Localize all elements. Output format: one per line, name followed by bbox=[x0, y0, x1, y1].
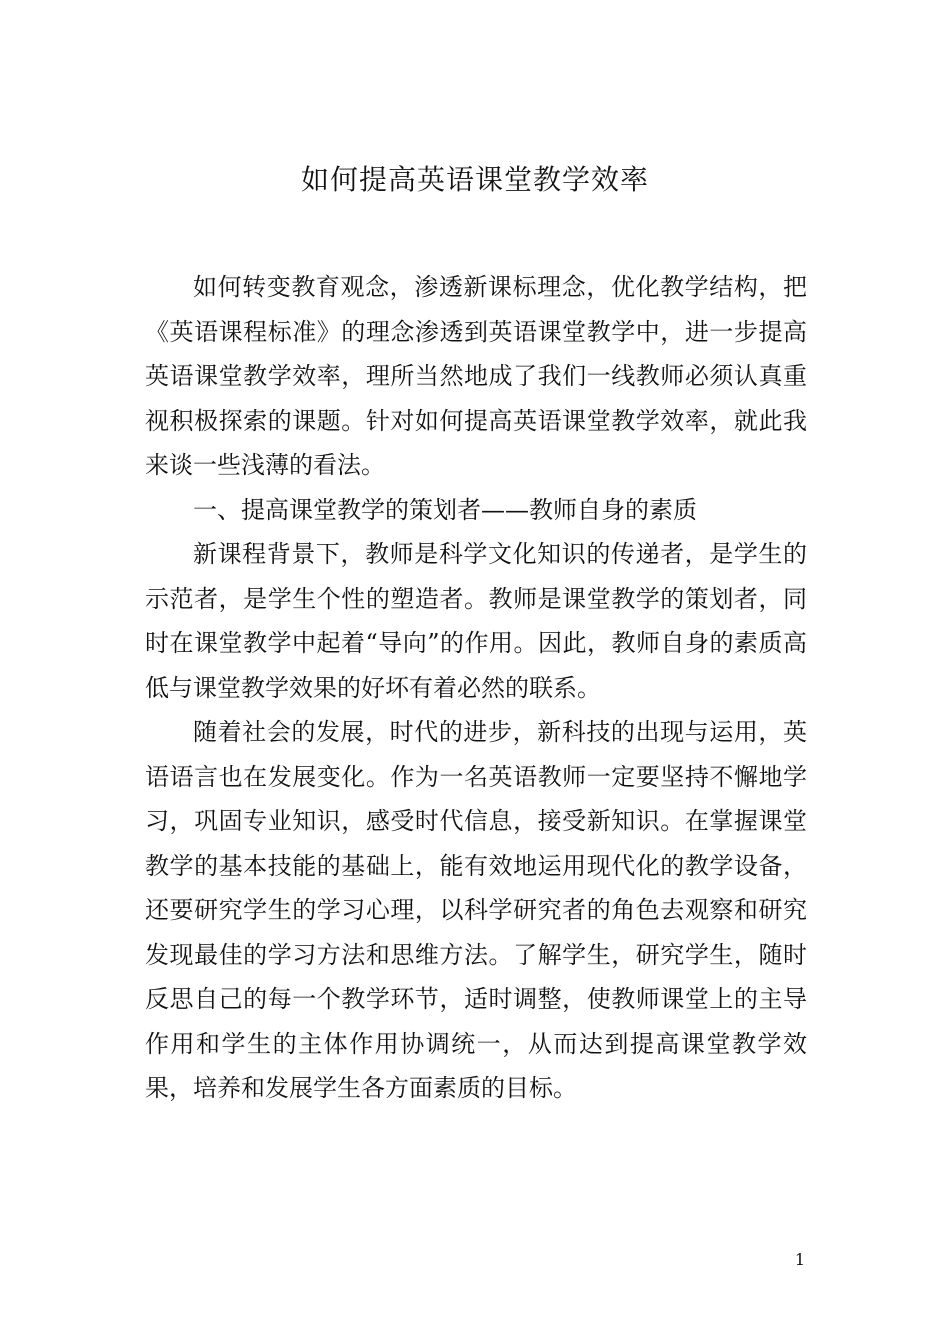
body-paragraph: 新课程背景下，教师是科学文化知识的传递者，是学生的示范者，是学生个性的塑造者。教师是课堂教学的策划者，同时在课堂教学中起着“导向”的作用。因此，教师自身的素质高低与课堂教学效果的好坏有着必然的联系。 bbox=[145, 540, 807, 702]
section-heading-1: 一、提高课堂教学的策划者——教师自身的素质 bbox=[193, 495, 697, 524]
document-body bbox=[145, 265, 807, 1111]
intro-paragraph: 如何转变教育观念，渗透新课标理念，优化教学结构，把《英语课程标准》的理念渗透到英语课堂教学中，进一步提高英语课堂教学效率，理所当然地成了我们一线教师必须认真重视积极探索的课题。针对如何提高英语课堂教学效率，就此我来谈一些浅薄的看法。 bbox=[145, 273, 807, 479]
document-title: 如何提高英语课堂教学效率 bbox=[300, 163, 649, 196]
page-number: 1 bbox=[794, 1250, 805, 1269]
body-paragraph: 随着社会的发展，时代的进步，新科技的出现与运用，英语语言也在发展变化。作为一名英语教师一定要坚持不懈地学习，巩固专业知识，感受时代信息，接受新知识。在掌握课堂教学的基本技能的基础上，能有效地运用现代化的教学设备，还要研究学生的学习心理，以科学研究者的角色去观察和研究发现最佳的学习方法和思维方法。了解学生，研究学生，随时反思自己的每一个教学环节，适时调整，使教师课堂上的主导作用和学生的主体作用协调统一，从而达到提高课堂教学效果，培养和发展学生各方面素质的目标。 bbox=[145, 718, 807, 1102]
